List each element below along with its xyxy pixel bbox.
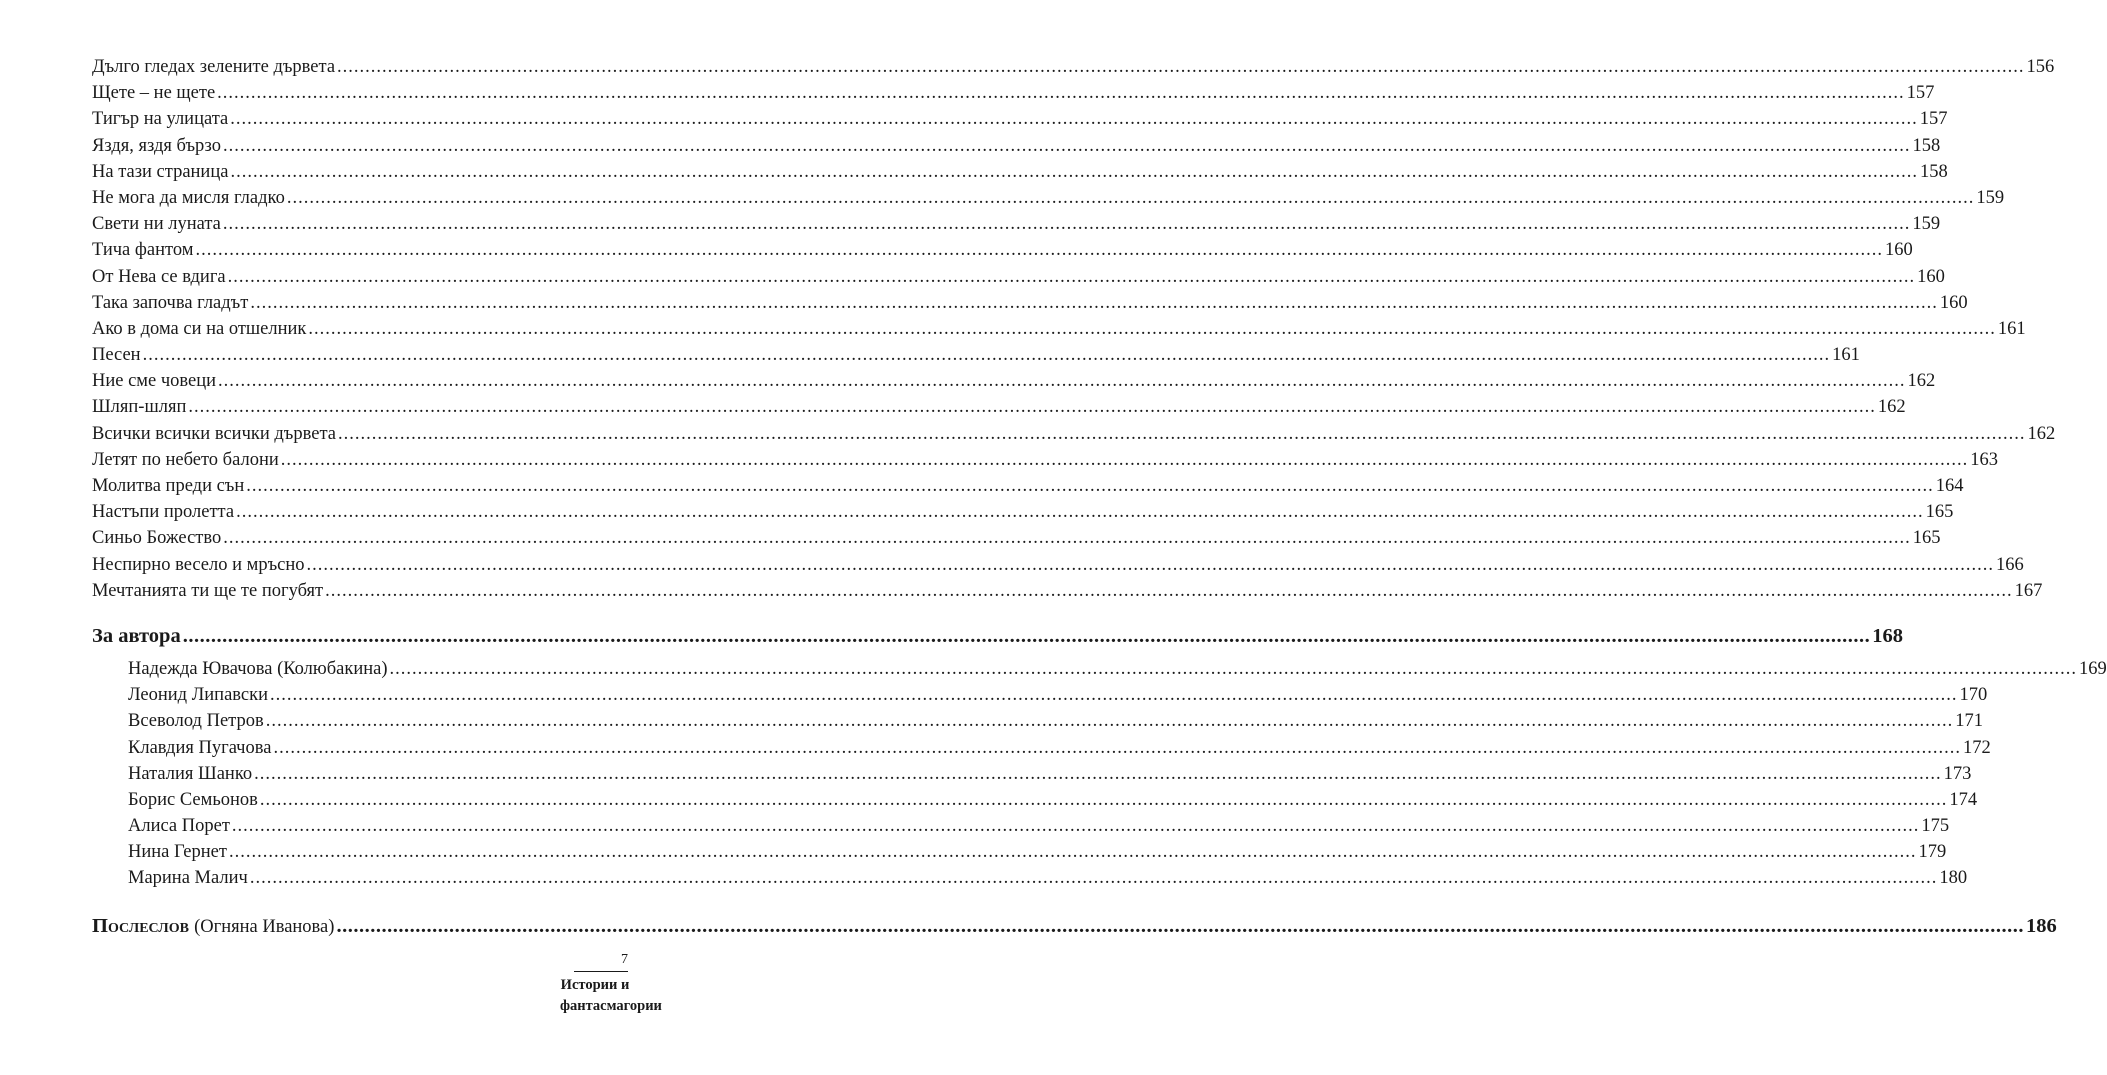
toc-entry [92, 552, 2024, 578]
leader-dots: ............................................................................................................................................................................................................................................................................................................ [250, 292, 1938, 313]
running-title [560, 975, 662, 1017]
leader-dots: ............................................................................................................................................................................................................................................................................................................ [286, 187, 1975, 208]
page-number: 166 [1996, 554, 2024, 575]
page-number: 161 [1832, 345, 1860, 366]
leader-dots: ............................................................................................................................................................................................................................................................................................................ [222, 135, 1911, 156]
entry-title: Алиса Порет [128, 816, 230, 837]
toc-entry [92, 54, 2055, 80]
toc-entry [92, 787, 1978, 813]
leader-dots: ............................................................................................................................................................................................................................................................................................................ [246, 476, 1934, 496]
page-number: 168 [1872, 624, 1903, 647]
leader-dots: ............................................................................................................................................................................................................................................................................................................ [182, 624, 1871, 647]
entry-title: Настъпи пролетта [92, 502, 235, 523]
page-number: 157 [1919, 109, 1948, 130]
leader-dots: ............................................................................................................................................................................................................................................................................................................ [230, 161, 1918, 182]
leader-dots: ............................................................................................................................................................................................................................................................................................................ [217, 83, 1905, 104]
leader-dots: ............................................................................................................................................................................................................................................................................................................ [308, 318, 1996, 339]
section-title-text: Послеслов [92, 914, 189, 937]
leader-dots: ............................................................................................................................................................................................................................................................................................................ [254, 763, 1942, 784]
page-number: 163 [1970, 449, 1998, 470]
entry-title: Щете – не щете [92, 83, 216, 104]
toc-entry [92, 813, 1950, 839]
leader-dots: ............................................................................................................................................................................................................................................................................................................ [231, 816, 1920, 837]
toc-entry [92, 106, 1948, 132]
entry-title: Дълго гледах зелените дървета [92, 57, 336, 77]
section-author [92, 621, 1903, 651]
toc-entry [92, 865, 1968, 891]
toc-entry [92, 473, 1964, 499]
page-number: 158 [1919, 161, 1948, 182]
leader-dots: ............................................................................................................................................................................................................................................................................................................ [142, 345, 1831, 366]
entry-title: Синьо Божество [92, 528, 222, 549]
entry-title: Клавдия Пугачова [128, 737, 272, 758]
toc-entry [92, 447, 1998, 473]
page-folio: 7 [621, 952, 628, 967]
entry-title: Леонид Липавски [128, 685, 269, 706]
page-number: 186 [2025, 914, 2057, 937]
toc-entry [92, 237, 1913, 263]
page-number: 165 [1925, 502, 1954, 523]
toc-entry [92, 499, 1954, 525]
toc-entry [92, 761, 1972, 787]
page-number: 175 [1921, 816, 1950, 837]
toc-entry [92, 394, 1906, 420]
page-number: 159 [1912, 214, 1941, 235]
footer-rule [574, 971, 628, 972]
page-number: 173 [1943, 763, 1972, 784]
entry-title: Тигър на улицата [92, 109, 229, 130]
table-of-contents [92, 54, 2107, 941]
entry-title: Свети ни луната [92, 214, 221, 235]
page-number: 158 [1912, 135, 1941, 156]
toc-entry [92, 735, 1991, 761]
entry-title: Ние сме човеци [92, 371, 217, 392]
author-list [92, 656, 2107, 892]
toc-entry [92, 525, 1941, 551]
page-number: 161 [1997, 318, 2026, 339]
page-number: 157 [1906, 83, 1935, 104]
entry-title: Борис Семьонов [128, 789, 258, 810]
leader-dots: ............................................................................................................................................................................................................................................................................................................ [389, 658, 2078, 679]
page-number: 160 [1917, 266, 1945, 287]
toc-entry [92, 133, 1941, 159]
page-number: 162 [1877, 397, 1906, 418]
entry-title: Ако в дома си на отшелник [92, 318, 307, 339]
leader-dots: ............................................................................................................................................................................................................................................................................................................ [195, 240, 1883, 261]
entry-title: Неспирно весело и мръсно [92, 554, 305, 575]
page-number: 162 [2027, 423, 2056, 444]
leader-dots: ............................................................................................................................................................................................................................................................................................................ [223, 528, 1911, 549]
page-number: 169 [2079, 658, 2107, 679]
section-subtitle: (Огняна Иванова) [194, 916, 335, 937]
leader-dots: ............................................................................................................................................................................................................................................................................................................ [280, 449, 1969, 470]
leader-dots: ............................................................................................................................................................................................................................................................................................................ [306, 554, 1995, 575]
toc-entry [92, 290, 1968, 316]
leader-dots: ............................................................................................................................................................................................................................................................................................................ [236, 502, 1924, 523]
section-title [92, 911, 334, 942]
toc-entry [92, 421, 2056, 447]
leader-dots: ............................................................................................................................................................................................................................................................................................................ [336, 914, 2024, 937]
entry-title: Песен [92, 345, 141, 366]
entry-title: На тази страница [92, 161, 229, 182]
section-afterword [92, 911, 2057, 941]
leader-dots: ............................................................................................................................................................................................................................................................................................................ [325, 580, 2013, 601]
leader-dots: ............................................................................................................................................................................................................................................................................................................ [265, 711, 1954, 732]
entry-title: Всички всички всички дървета [92, 423, 336, 444]
page-number: 160 [1939, 292, 1968, 313]
toc-entry [92, 80, 1935, 106]
page-number: 170 [1959, 685, 1988, 706]
toc-entry [92, 159, 1948, 185]
page-number: 165 [1912, 528, 1941, 549]
page-number: 160 [1884, 240, 1913, 261]
page-number: 159 [1976, 187, 2005, 208]
entry-title: Молитва преди сън [92, 476, 245, 496]
toc-entry [92, 578, 2043, 604]
page-number: 156 [2026, 57, 2055, 77]
entry-title: Надежда Ювачова (Колюбакина) [128, 658, 388, 679]
entry-title: Летят по небето балони [92, 449, 279, 470]
entry-title: Всеволод Петров [128, 711, 264, 732]
leader-dots: ............................................................................................................................................................................................................................................................................................................ [270, 685, 1958, 706]
page-number: 180 [1939, 868, 1968, 889]
poem-list [92, 54, 2056, 604]
toc-entry [92, 185, 2005, 211]
toc-entry [92, 656, 2107, 682]
page-number: 167 [2014, 580, 2043, 601]
leader-dots: ............................................................................................................................................................................................................................................................................................................ [227, 266, 1916, 287]
page-number: 171 [1955, 711, 1983, 732]
page-number: 172 [1962, 737, 1991, 758]
running-title-line: фантасмагории [560, 998, 662, 1014]
toc-entry [92, 264, 1945, 290]
entry-title: Не мога да мисля гладко [92, 187, 285, 208]
toc-entry [92, 708, 1983, 734]
entry-title: Нина Гернет [128, 842, 227, 863]
toc-entry [92, 316, 2026, 342]
entry-title: Наталия Шанко [128, 763, 253, 784]
section-title: За автора [92, 624, 181, 647]
leader-dots: ............................................................................................................................................................................................................................................................................................................ [337, 57, 2025, 77]
running-title-line: Истории и [560, 977, 630, 993]
leader-dots: ............................................................................................................................................................................................................................................................................................................ [188, 397, 1876, 418]
entry-title: Яздя, яздя бързо [92, 135, 221, 156]
toc-entry [92, 211, 1941, 237]
page-number: 174 [1949, 789, 1978, 810]
page-number: 162 [1907, 371, 1936, 392]
leader-dots: ............................................................................................................................................................................................................................................................................................................ [337, 423, 2026, 444]
toc-entry [92, 839, 1947, 865]
entry-title: Марина Малич [128, 868, 248, 889]
leader-dots: ............................................................................................................................................................................................................................................................................................................ [259, 789, 1948, 810]
toc-entry [92, 368, 1936, 394]
page-number: 164 [1935, 476, 1964, 496]
toc-entry [92, 342, 1860, 368]
toc-entry [92, 682, 1988, 708]
entry-title: Шляп-шляп [92, 397, 187, 418]
leader-dots: ............................................................................................................................................................................................................................................................................................................ [273, 737, 1961, 758]
leader-dots: ............................................................................................................................................................................................................................................................................................................ [249, 868, 1938, 889]
page-number: 179 [1918, 842, 1947, 863]
leader-dots: ............................................................................................................................................................................................................................................................................................................ [218, 371, 1906, 392]
entry-title: Мечтанията ти ще те погубят [92, 580, 324, 601]
leader-dots: ............................................................................................................................................................................................................................................................................................................ [228, 842, 1917, 863]
leader-dots: ............................................................................................................................................................................................................................................................................................................ [222, 214, 1911, 235]
entry-title: Така започва гладът [92, 292, 249, 313]
entry-title: От Нева се вдига [92, 266, 226, 287]
leader-dots: ............................................................................................................................................................................................................................................................................................................ [230, 109, 1918, 130]
entry-title: Тича фантом [92, 240, 194, 261]
